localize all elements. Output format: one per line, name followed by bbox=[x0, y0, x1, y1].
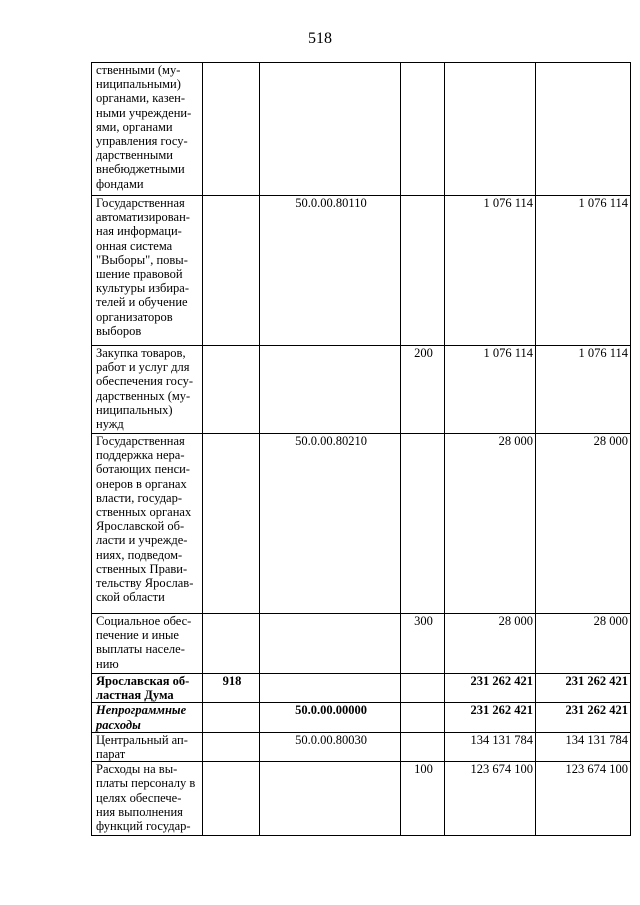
amount-year1-cell bbox=[445, 732, 536, 761]
target-article-cell bbox=[260, 732, 401, 761]
expense-type-cell bbox=[401, 63, 445, 196]
row-name-cell-text: Центральный ап- парат bbox=[96, 732, 188, 762]
target-article-cell bbox=[260, 196, 401, 346]
department-code-cell bbox=[203, 703, 260, 732]
page-number: 518 bbox=[308, 30, 332, 47]
amount-year1-cell-text: 28 000 bbox=[498, 614, 533, 628]
target-article-cell bbox=[260, 614, 401, 674]
amount-year2-cell-text: 231 262 421 bbox=[565, 674, 628, 688]
department-code-cell bbox=[203, 346, 260, 434]
department-code-cell bbox=[203, 63, 260, 196]
row-name-cell-text: Социальное обес- печение и иные выплаты населе- нию bbox=[96, 614, 192, 671]
amount-year1-cell bbox=[445, 614, 536, 674]
department-code-cell bbox=[203, 732, 260, 761]
table-row bbox=[92, 63, 631, 196]
table-row bbox=[92, 196, 631, 346]
table-row bbox=[92, 346, 631, 434]
expense-type-cell bbox=[401, 346, 445, 434]
department-code-cell bbox=[203, 196, 260, 346]
amount-year1-cell-text: 231 262 421 bbox=[470, 674, 533, 688]
amount-year1-cell bbox=[445, 346, 536, 434]
amount-year1-cell bbox=[445, 762, 536, 836]
target-article-cell bbox=[260, 434, 401, 614]
row-name-cell bbox=[92, 703, 203, 732]
amount-year1-cell bbox=[445, 63, 536, 196]
table-row bbox=[92, 732, 631, 761]
target-article-cell bbox=[260, 762, 401, 836]
amount-year2-cell bbox=[536, 732, 631, 761]
amount-year1-cell-text: 231 262 421 bbox=[470, 703, 533, 718]
department-code-cell bbox=[203, 762, 260, 836]
amount-year2-cell-text: 28 000 bbox=[593, 434, 628, 448]
table-row bbox=[92, 762, 631, 836]
amount-year1-cell-text: 1 076 114 bbox=[483, 196, 533, 210]
target-article-cell bbox=[260, 703, 401, 732]
target-article-cell-text: 50.0.00.80210 bbox=[295, 434, 367, 448]
amount-year1-cell bbox=[445, 196, 536, 346]
amount-year2-cell-text: 1 076 114 bbox=[578, 196, 628, 210]
expense-type-cell bbox=[401, 674, 445, 703]
department-code-cell bbox=[203, 674, 260, 703]
row-name-cell-text: Государственная поддержка нера- ботающих пенси- онеров в органах власти, государ- ственных органах Ярославской об- ласти и учрежде- ниях, подведом- ственных Прави- тельству Ярослав- ской области bbox=[96, 434, 194, 605]
amount-year1-cell bbox=[445, 434, 536, 614]
row-name-cell-text: Ярославская об- ластная Дума bbox=[96, 674, 190, 703]
row-name-cell bbox=[92, 196, 203, 346]
expense-type-cell bbox=[401, 703, 445, 732]
row-name-cell bbox=[92, 762, 203, 836]
table-row bbox=[92, 703, 631, 732]
table-row bbox=[92, 614, 631, 674]
amount-year1-cell-text: 28 000 bbox=[498, 434, 533, 448]
amount-year2-cell-text: 28 000 bbox=[593, 614, 628, 628]
target-article-cell-text: 50.0.00.00000 bbox=[295, 703, 367, 718]
amount-year2-cell-text: 134 131 784 bbox=[565, 732, 628, 747]
row-name-cell bbox=[92, 346, 203, 434]
row-name-cell bbox=[92, 614, 203, 674]
expense-type-cell-text: 100 bbox=[414, 762, 433, 777]
amount-year2-cell bbox=[536, 434, 631, 614]
target-article-cell bbox=[260, 346, 401, 434]
table-row bbox=[92, 434, 631, 614]
amount-year1-cell bbox=[445, 674, 536, 703]
target-article-cell bbox=[260, 63, 401, 196]
expense-type-cell bbox=[401, 196, 445, 346]
target-article-cell bbox=[260, 674, 401, 703]
expense-type-cell bbox=[401, 732, 445, 761]
row-name-cell-text: Закупка товаров, работ и услуг для обеспечения госу- дарственных (му- ниципальных) нужд bbox=[96, 346, 194, 432]
expense-type-cell bbox=[401, 434, 445, 614]
row-name-cell-text: ственными (му- ниципальными) органами, казен- ными учреждени- ями, органами управления госу- дарственными внебюджетными фондами bbox=[96, 63, 192, 191]
amount-year1-cell-text: 134 131 784 bbox=[470, 732, 533, 747]
budget-table bbox=[91, 62, 631, 836]
row-name-cell bbox=[92, 674, 203, 703]
row-name-cell bbox=[92, 732, 203, 761]
amount-year2-cell bbox=[536, 674, 631, 703]
target-article-cell-text: 50.0.00.80030 bbox=[295, 732, 367, 747]
amount-year2-cell-text: 1 076 114 bbox=[578, 346, 628, 360]
department-code-cell-text: 918 bbox=[222, 674, 242, 688]
table-row bbox=[92, 674, 631, 703]
expense-type-cell-text: 200 bbox=[414, 346, 433, 360]
amount-year2-cell bbox=[536, 762, 631, 836]
amount-year1-cell-text: 1 076 114 bbox=[483, 346, 533, 360]
row-name-cell-text: Государственная автоматизирован- ная информаци- онная система "Выборы", повы- шение правовой культуры избира- телей и обучение организаторов выборов bbox=[96, 196, 190, 338]
amount-year2-cell bbox=[536, 703, 631, 732]
row-name-cell-text: Расходы на вы- платы персоналу в целях обеспече- ния выполнения функций государ- bbox=[96, 762, 196, 834]
amount-year2-cell bbox=[536, 346, 631, 434]
row-name-cell-text: Непрограммные расходы bbox=[96, 703, 187, 732]
row-name-cell bbox=[92, 63, 203, 196]
expense-type-cell bbox=[401, 614, 445, 674]
expense-type-cell bbox=[401, 762, 445, 836]
budget-table-body bbox=[92, 63, 631, 836]
expense-type-cell-text: 300 bbox=[414, 614, 433, 628]
target-article-cell-text: 50.0.00.80110 bbox=[295, 196, 367, 210]
row-name-cell bbox=[92, 434, 203, 614]
amount-year2-cell-text: 123 674 100 bbox=[565, 762, 628, 777]
amount-year1-cell bbox=[445, 703, 536, 732]
department-code-cell bbox=[203, 614, 260, 674]
amount-year2-cell bbox=[536, 196, 631, 346]
amount-year2-cell-text: 231 262 421 bbox=[565, 703, 628, 718]
department-code-cell bbox=[203, 434, 260, 614]
amount-year2-cell bbox=[536, 614, 631, 674]
amount-year2-cell bbox=[536, 63, 631, 196]
amount-year1-cell-text: 123 674 100 bbox=[470, 762, 533, 777]
